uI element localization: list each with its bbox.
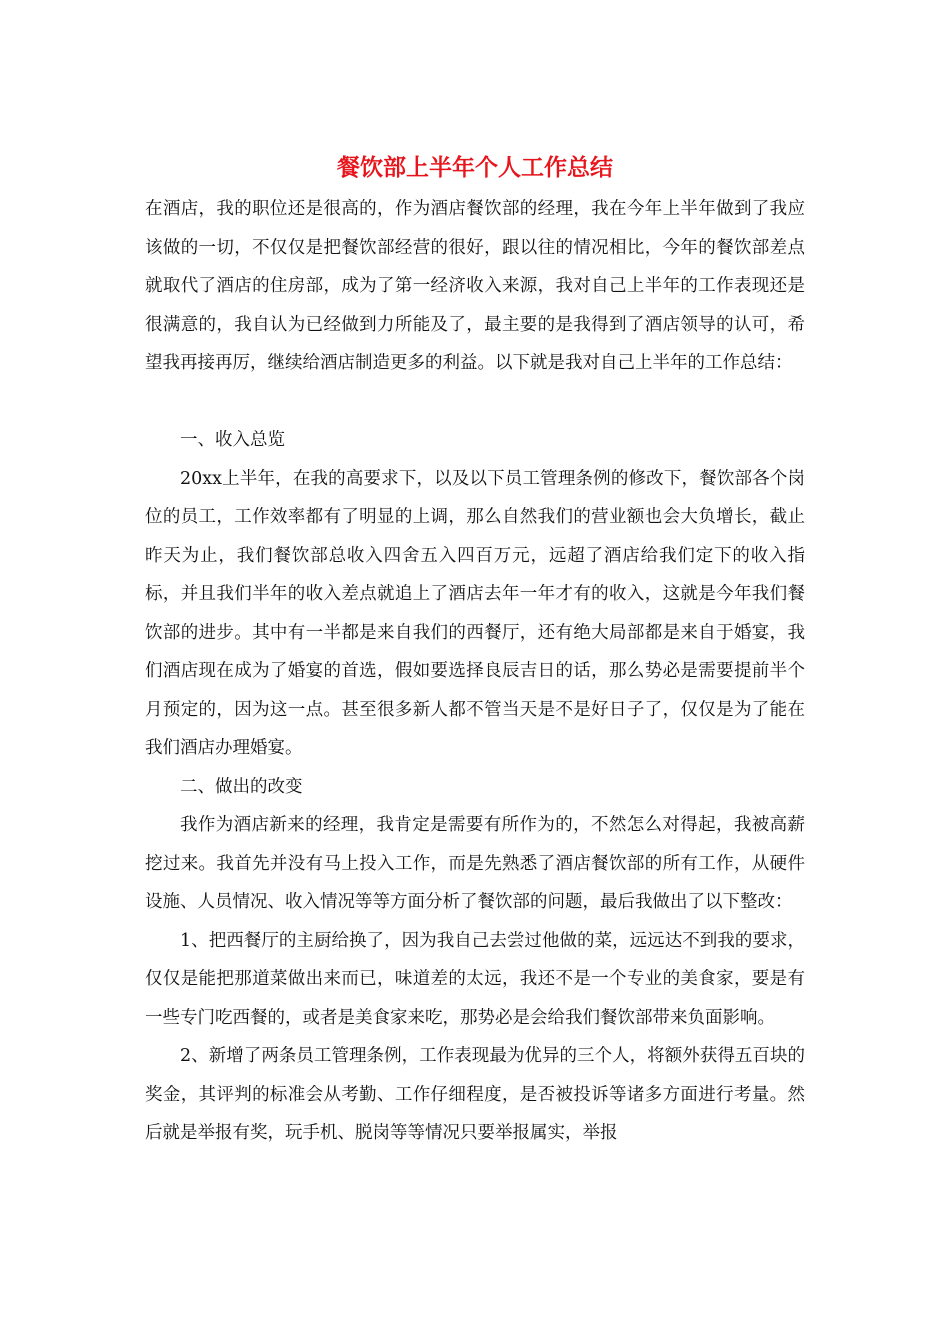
document-title: 餐饮部上半年个人工作总结 bbox=[337, 154, 613, 181]
blank-line bbox=[145, 383, 805, 422]
change-item-2: 2、新增了两条员工管理条例，工作表现最为优异的三个人，将额外获得五百块的奖金，其评判的标准会从考勤、工作仔细程度，是否被投诉等诸多方面进行考量。然后就是举报有奖，玩手机、脱岗等等情况只要举报属实，举报 bbox=[145, 1046, 805, 1143]
document-body bbox=[145, 190, 805, 1153]
section-heading-changes: 二、做出的改变 bbox=[180, 776, 303, 797]
changes-paragraph: 我作为酒店新来的经理，我肯定是需要有所作为的，不然怎么对得起，我被高薪挖过来。我首先并没有马上投入工作，而是先熟悉了酒店餐饮部的所有工作，从硬件设施、人员情况、收入情况等等方面分析了餐饮部的问题，最后我做出了以下整改： bbox=[145, 815, 805, 912]
section-heading-income: 一、收入总览 bbox=[180, 430, 285, 450]
intro-paragraph: 在酒店，我的职位还是很高的，作为酒店餐饮部的经理，我在今年上半年做到了我应该做的一切，不仅仅是把餐饮部经营的很好，跟以往的情况相比，今年的餐饮部差点就取代了酒店的住房部，成为了第一经济收入来源，我对自己上半年的工作表现还是很满意的，我自认为已经做到力所能及了，最主要的是我得到了酒店领导的认可，希望我再接再厉，继续给酒店制造更多的利益。以下就是我对自己上半年的工作总结： bbox=[145, 199, 805, 373]
income-paragraph: 20xx上半年，在我的高要求下，以及以下员工管理条例的修改下，餐饮部各个岗位的员工，工作效率都有了明显的上调，那么自然我们的营业额也会大负增长，截止昨天为止，我们餐饮部总收入四舍五入四百万元，远超了酒店给我们定下的收入指标，并且我们半年的收入差点就追上了酒店去年一年才有的收入，这就是今年我们餐饮部的进步。其中有一半都是来自我们的西餐厅，还有绝大局部都是来自于婚宴，我们酒店现在成为了婚宴的首选，假如要选择良辰吉日的话，那么势必是需要提前半个月预定的，因为这一点。甚至很多新人都不管当天是不是好日子了，仅仅是为了能在我们酒店办理婚宴。 bbox=[145, 468, 805, 758]
change-item-1: 1、把西餐厅的主厨给换了，因为我自己去尝过他做的菜，远远达不到我的要求，仅仅是能把那道菜做出来而已，味道差的太远，我还不是一个专业的美食家，要是有一些专门吃西餐的，或者是美食家来吃，那势必是会给我们餐饮部带来负面影响。 bbox=[145, 930, 805, 1028]
